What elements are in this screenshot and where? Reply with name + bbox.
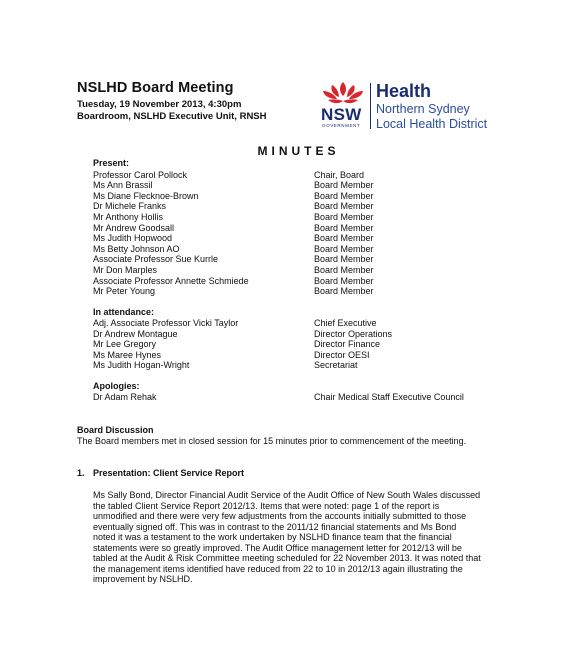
meeting-location: Boardroom, NSLHD Executive Unit, RNSH — [77, 111, 267, 122]
attendee-name: Dr Andrew Montague — [93, 328, 178, 339]
logo-divider — [370, 83, 371, 129]
attendee-role: Board Member — [314, 190, 374, 201]
attendee-role: Director OESI — [314, 349, 370, 360]
attendee-row — [93, 254, 493, 265]
attendee-name: Ms Ann Brassil — [93, 180, 153, 191]
attendee-row — [93, 223, 493, 234]
attendee-name: Associate Professor Sue Kurrle — [93, 254, 219, 265]
paragraph-line: eventually signed off. This was in contrast to the 2011/12 financial statements and Ms Bond — [93, 521, 457, 532]
attendee-name: Ms Judith Hopwood — [93, 233, 173, 244]
attendee-role: Chair, Board — [314, 169, 365, 180]
attendee-row — [93, 233, 493, 244]
attendee-name: Mr Anthony Hollis — [93, 211, 164, 222]
attendee-name: Ms Diane Flecknoe-Brown — [93, 190, 199, 201]
meeting-date: Tuesday, 19 November 2013, 4:30pm — [77, 99, 242, 110]
attendee-row — [93, 350, 493, 361]
attendee-name: Professor Carol Pollock — [93, 169, 188, 180]
meeting-title: NSLHD Board Meeting — [77, 80, 234, 96]
attendee-role: Chief Executive — [314, 318, 377, 328]
attendee-name: Ms Maree Hynes — [93, 349, 162, 360]
district-line-2: Local Health District — [376, 117, 488, 131]
attendee-name: Mr Peter Young — [93, 286, 156, 297]
attendee-row — [93, 170, 493, 181]
attendee-row — [93, 318, 493, 329]
item-number: 1. — [77, 468, 85, 478]
attendee-role: Chair Medical Staff Executive Council — [314, 392, 464, 402]
paragraph-line: noted it was a testament to the work undertaken by NSLHD finance team that the financial — [93, 532, 452, 542]
paragraph-line: tabled at the Audit & Risk Committee meeting scheduled for 22 November 2013. It was noted that — [93, 553, 481, 563]
paragraph-line: improvement by NSLHD. — [93, 574, 193, 584]
attendee-role: Board Member — [314, 233, 374, 244]
attendee-row — [93, 212, 493, 223]
attendee-row — [93, 392, 493, 403]
attendee-name: Mr Lee Gregory — [93, 339, 157, 350]
attendee-role: Board Member — [314, 254, 374, 265]
attendee-role: Board Member — [314, 264, 374, 275]
item-title: Presentation: Client Service Report — [93, 468, 245, 478]
attendee-name: Associate Professor Annette Schmiede — [93, 275, 249, 286]
paragraph-line: Ms Sally Bond, Director Financial Audit Service of the Audit Office of New South Wales discussed — [93, 490, 481, 500]
present-label: Present: — [93, 158, 130, 168]
paragraph-line: the tabled Client Service Report 2012/13. Items that were noted: page 1 of the report is — [93, 500, 440, 511]
attendee-row — [93, 201, 493, 212]
board-discussion-text: The Board members met in closed session for 15 minutes prior to commencement of the meeting. — [77, 436, 467, 446]
waratah-icon — [318, 80, 368, 106]
attendee-role: Board Member — [314, 286, 374, 297]
minutes-heading: MINUTES — [257, 144, 340, 158]
attendee-name: Mr Andrew Goodsall — [93, 222, 175, 233]
attendee-name: Dr Adam Rehak — [93, 392, 157, 402]
attendee-row — [93, 265, 493, 276]
paragraph-line: the management items identified have reduced from 22 to 10 in 2012/13 again illustrating the — [93, 563, 463, 574]
attendee-name: Adj. Associate Professor Vicki Taylor — [93, 318, 239, 328]
apologies-label: Apologies: — [93, 381, 140, 391]
district-line-1: Northern Sydney — [376, 102, 470, 116]
attendee-role: Board Member — [314, 243, 374, 254]
attendee-row — [93, 339, 493, 350]
attendee-role: Board Member — [314, 180, 374, 191]
paragraph-line: unmodified and there were very few adjustments from the accounts initially submitted to those — [93, 511, 467, 521]
government-wordmark: GOVERNMENT — [322, 123, 361, 128]
attendee-row — [93, 329, 493, 340]
attendee-role: Director Operations — [314, 328, 393, 339]
nsw-wordmark: NSW — [321, 105, 362, 124]
in-attendance-label: In attendance: — [93, 307, 155, 317]
attendee-row — [93, 286, 493, 297]
attendee-row — [93, 180, 493, 191]
attendee-role: Secretariat — [314, 360, 358, 371]
nsw-health-logo — [318, 80, 518, 132]
attendee-name: Ms Betty Johnson AO — [93, 243, 180, 254]
attendee-name: Ms Judith Hogan-Wright — [93, 360, 190, 371]
attendee-name: Mr Don Marples — [93, 264, 158, 275]
attendee-name: Dr Michele Franks — [93, 201, 167, 212]
paragraph-line: statements were so greatly improved. The Audit Office management letter for 2012/13 will be — [93, 542, 462, 553]
board-discussion-heading: Board Discussion — [77, 425, 154, 435]
attendee-role: Director Finance — [314, 339, 381, 350]
attendee-role: Board Member — [314, 201, 374, 212]
attendee-row — [93, 276, 493, 287]
attendee-row — [93, 191, 493, 202]
attendee-row — [93, 360, 493, 371]
attendee-role: Board Member — [314, 222, 374, 233]
attendee-row — [93, 244, 493, 255]
attendee-role: Board Member — [314, 211, 374, 222]
health-wordmark: Health — [376, 81, 432, 101]
attendee-role: Board Member — [314, 275, 374, 286]
